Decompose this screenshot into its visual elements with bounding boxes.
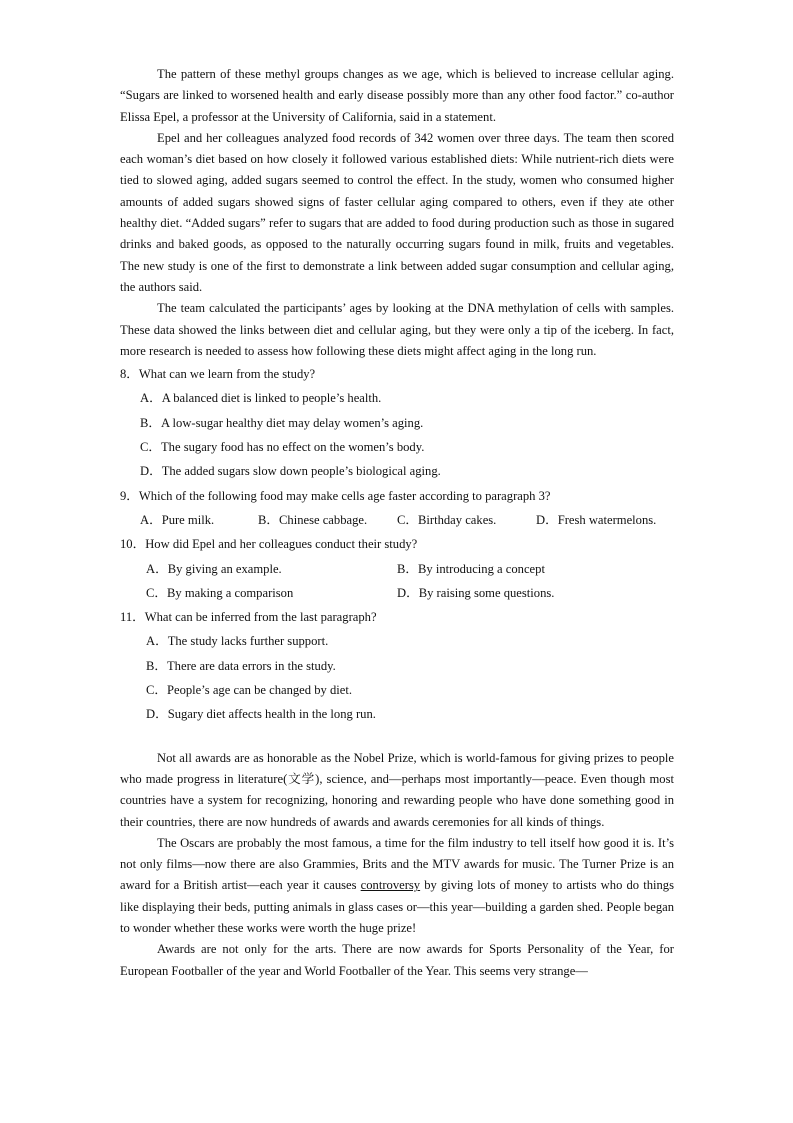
- paragraph: [120, 833, 674, 939]
- option: D．Fresh watermelons.: [536, 512, 657, 527]
- option: A．A balanced diet is linked to people’s health.: [140, 391, 382, 406]
- options-row: [120, 557, 674, 581]
- question-10: [120, 532, 674, 605]
- option: D．By raising some questions.: [397, 585, 555, 600]
- option: C．Birthday cakes.: [397, 512, 497, 527]
- option: C．People’s age can be changed by diet.: [146, 683, 352, 698]
- question-stem: 8．What can we learn from the study?: [120, 367, 316, 382]
- question-stem: 11．What can be inferred from the last paragraph?: [120, 610, 377, 625]
- option: A．Pure milk.: [140, 512, 215, 527]
- options-row: [120, 581, 674, 605]
- option: B．Chinese cabbage.: [258, 512, 368, 527]
- paragraph: Not all awards are as honorable as the Nobel Prize, which is world-famous for giving prizes to people who made progress in literature(文学), science, and—perhaps most importantly—peace. Even though most countries have a system for recognizing, honoring and rewarding people who have done something good in their countries, there are now hundreds of awards and awards ceremonies for all kinds of things.: [120, 750, 674, 829]
- option: C．The sugary food has no effect on the women’s body.: [140, 440, 425, 455]
- section-gap: [120, 727, 674, 748]
- question-stem: 10．How did Epel and her colleagues conduct their study?: [120, 537, 418, 552]
- question-11: [120, 605, 674, 726]
- option: A．The study lacks further support.: [146, 634, 329, 649]
- text-run: by giving lots of money to artists who do things like displaying their beds, putting animals in glass cases or—this year—building a garden shed. People began to wonder whether these works were worth the huge prize!: [120, 878, 674, 935]
- paragraph: The team calculated the participants’ ages by looking at the DNA methylation of cells with samples. These data showed the links between diet and cellular aging, but they were only a tip of the iceberg. In fact, more research is needed to assess how following these diets might affect aging in the long run.: [120, 301, 674, 358]
- question-stem: 9．Which of the following food may make cells age faster according to paragraph 3?: [120, 488, 551, 503]
- option: D．The added sugars slow down people’s biological aging.: [140, 464, 441, 479]
- options-row: [120, 508, 674, 532]
- option: B．By introducing a concept: [397, 561, 545, 576]
- paragraph: Awards are not only for the arts. There are now awards for Sports Personality of the Year, for European Footballer of the year and World Footballer of the Year. This seems very strange—: [120, 942, 674, 978]
- underlined-word: controversy: [360, 878, 421, 893]
- question-9: [120, 484, 674, 533]
- option: C．By making a comparison: [146, 585, 294, 600]
- paragraph: The pattern of these methyl groups changes as we age, which is believed to increase cellular aging. “Sugars are linked to worsened health and early disease possibly more than any other food factor.” co-author Elissa Epel, a professor at the University of California, said in a statement.: [120, 67, 674, 124]
- document-page: [120, 64, 674, 982]
- paragraph: Epel and her colleagues analyzed food records of 342 women over three days. The team then scored each woman’s diet based on how closely it followed various established diets: While nutrient-rich diets were tied to slowed aging, added sugars seemed to control the effect. In the study, women who consumed higher amounts of added sugars showed signs of faster cellular aging compared to others, even if they ate other healthy diet. “Added sugars” refer to sugars that are added to food during production such as those in sugared drinks and baked goods, as opposed to the naturally occurring sugars found in milk, fruits and vegetables. The new study is one of the first to demonstrate a link between added sugar consumption and cellular aging, the authors said.: [120, 130, 674, 294]
- option: A．By giving an example.: [146, 561, 282, 576]
- question-8: [120, 362, 674, 483]
- option: B．A low-sugar healthy diet may delay women’s aging.: [140, 415, 424, 430]
- option: D．Sugary diet affects health in the long run.: [146, 707, 376, 722]
- option: B．There are data errors in the study.: [146, 658, 336, 673]
- text-run: The Oscars are probably the most famous, a time for the film industry to tell itself how good it is. It’s not only films—now there are also Grammies, Brits and the MTV awards for music. The Turner Prize is an award for a British artist—each year it causes: [120, 835, 674, 893]
